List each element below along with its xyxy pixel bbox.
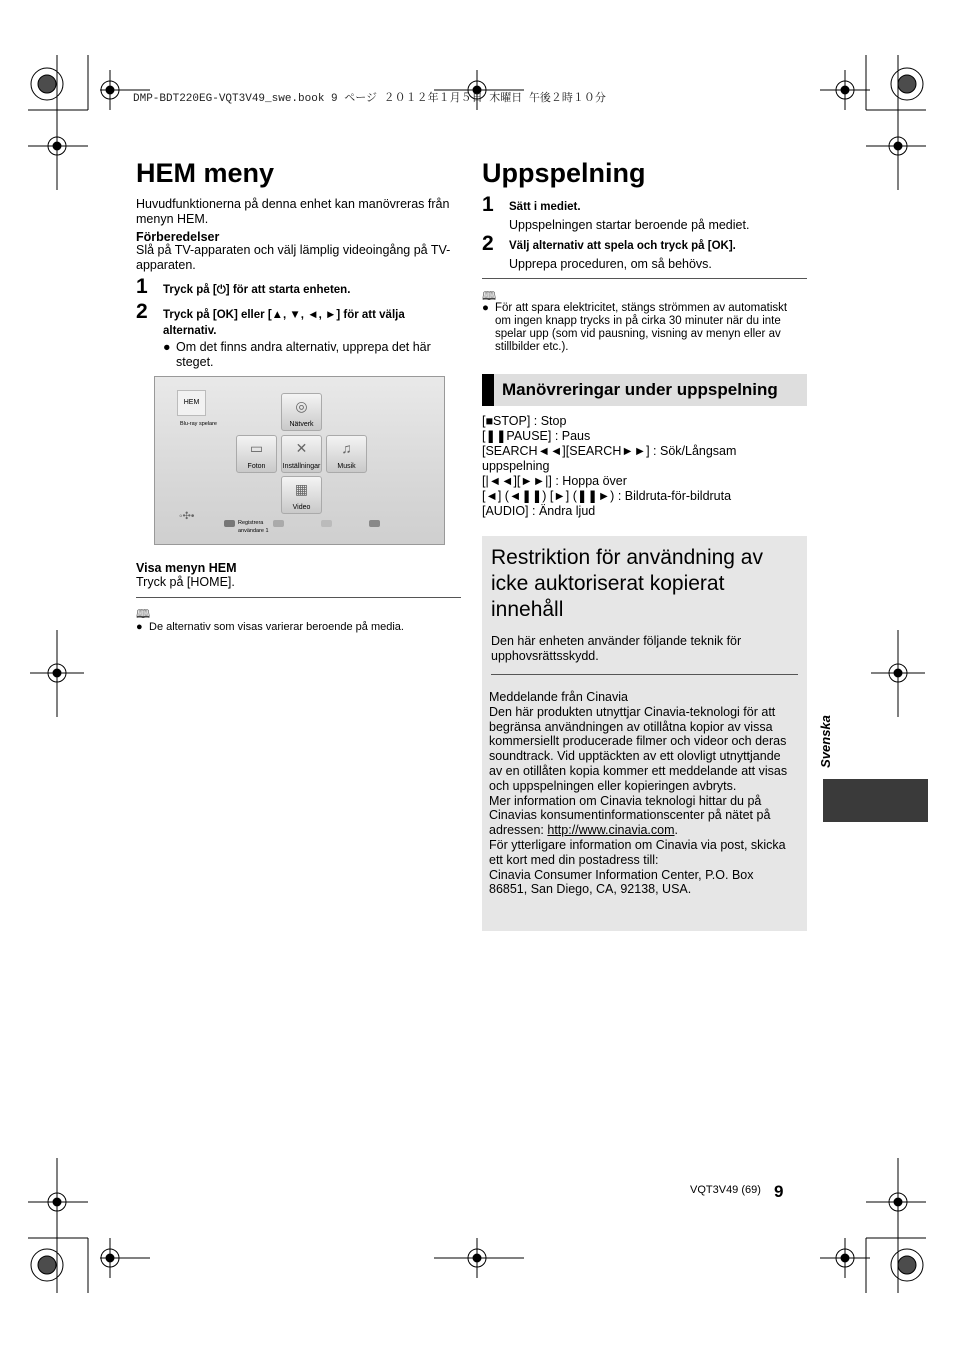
cinavia-link[interactable]: http://www.cinavia.com bbox=[547, 823, 675, 838]
menu-tile-network: ◎ Nätverk bbox=[281, 393, 322, 431]
book-header-line: DMP-BDT220EG-VQT3V49_swe.book 9 ページ ２０１２年１月５日 木曜日 午後２時１０分 bbox=[133, 93, 606, 105]
section-accent-bar bbox=[482, 374, 494, 406]
play-step1-number: 1 bbox=[482, 193, 494, 216]
menu-tile-music: ♫ Musik bbox=[326, 435, 367, 473]
hem-intro: Huvudfunktionerna på denna enhet kan manövreras från menyn HEM. bbox=[136, 197, 450, 226]
divider bbox=[482, 278, 807, 279]
cinavia-address: Cinavia Consumer Information Center, P.O. Box 86851, San Diego, CA, 92138, USA. bbox=[489, 867, 754, 897]
note-book-icon: 🕮 bbox=[136, 607, 151, 621]
hem-note: ● De alternativ som visas varierar beroende på media. bbox=[136, 621, 404, 633]
play-step1-text: Sätt i mediet. bbox=[509, 201, 581, 213]
blue-button-icon bbox=[369, 520, 380, 527]
cinavia-more-info: Mer information om Cinavia teknologi hittar du på Cinavias konsumentinformationscenter på nätet på adressen: http://www.cinavia.com. bbox=[489, 793, 771, 838]
hem-step2-text: Tryck på [OK] eller [▲, ▼, ◄, ►] för att välja alternativ. bbox=[163, 309, 405, 337]
music-note-icon: ♫ bbox=[341, 440, 352, 456]
operation-line: [|◄◄][►►|] : Hoppa över bbox=[482, 474, 627, 488]
cinavia-notice-heading: Meddelande från Cinavia bbox=[489, 690, 628, 704]
hem-step1-text: Tryck på [⏻] för att starta enheten. bbox=[163, 284, 351, 296]
hem-step1-number: 1 bbox=[136, 275, 148, 298]
operation-line: [■STOP] : Stop bbox=[482, 414, 567, 428]
language-side-label: Svenska bbox=[817, 715, 833, 768]
operations-title: Manövreringar under uppspelning bbox=[502, 380, 778, 399]
red-button-icon bbox=[224, 520, 235, 527]
prep-text: Slå på TV-apparaten och välj lämplig videoingång på TV-apparaten. bbox=[136, 243, 451, 272]
footer-code: VQT3V49 (69) bbox=[690, 1184, 761, 1196]
play-step2-sub: Upprepa proceduren, om så behövs. bbox=[509, 257, 712, 271]
restriction-panel bbox=[482, 536, 807, 931]
operation-line: [AUDIO] : Ändra ljud bbox=[482, 504, 596, 518]
film-icon: ▦ bbox=[294, 481, 309, 497]
yellow-button-icon bbox=[321, 520, 332, 527]
home-menu-player-label: Blu-ray spelare bbox=[180, 421, 217, 427]
operation-line: [SEARCH◄◄][SEARCH►►] : Sök/Långsam uppspelning bbox=[482, 444, 737, 473]
green-button-icon bbox=[273, 520, 284, 527]
dpad-icon: ◦✣• bbox=[179, 511, 195, 522]
home-menu-screenshot bbox=[154, 376, 445, 545]
note-book-icon: 🕮 bbox=[482, 289, 497, 303]
cinavia-post-info: För ytterligare information om Cinavia via post, skicka ett kort med din postadress till: bbox=[489, 837, 786, 867]
playback-title: Uppspelning bbox=[482, 158, 646, 188]
prep-label: Förberedelser bbox=[136, 230, 220, 244]
menu-tile-settings: ✕ Inställningar bbox=[281, 435, 322, 473]
hem-step2-number: 2 bbox=[136, 300, 148, 323]
menu-tile-video: ▦ Video bbox=[281, 476, 322, 514]
hem-title: HEM meny bbox=[136, 158, 275, 188]
page-number: 9 bbox=[774, 1182, 784, 1201]
home-menu-home-box: HEM bbox=[177, 390, 206, 416]
register-user-label: Registrera användare 1 bbox=[238, 520, 269, 534]
globe-icon: ◎ bbox=[295, 398, 308, 414]
photo-folder-icon: ▭ bbox=[249, 440, 264, 456]
playback-note: ● För att spara elektricitet, stängs strömmen av automatiskt om ingen knapp trycks in på cirka 30 minuter när du inte spelar upp (som vid pausning, visning av menyn eller av stillbilder etc.). bbox=[482, 302, 788, 353]
menu-tile-photos: ▭ Foton bbox=[236, 435, 277, 473]
operations-section-header bbox=[482, 374, 807, 406]
cinavia-notice-body: Den här produkten utnyttjar Cinavia-teknologi för att begränsa användningen av otillåtna kopior av vissa kommersiellt producerade filmer och videor och deras soundtrack. Vid upptäckten av ett olovligt utnyttjande av en otillåten kopia kommer ett meddelande att visas och uppspelningen eller kopieringen avbryts. bbox=[489, 704, 788, 793]
operation-line: [◄] (◄❚❚) [►] (❚❚►) : Bildruta-för-bildruta bbox=[482, 489, 732, 503]
operation-line: [❚❚PAUSE] : Paus bbox=[482, 429, 591, 443]
play-step2-number: 2 bbox=[482, 232, 494, 255]
operations-list bbox=[482, 414, 802, 519]
language-side-tab bbox=[823, 779, 928, 822]
show-menu-label: Visa menyn HEM bbox=[136, 561, 237, 575]
show-menu-text: Tryck på [HOME]. bbox=[136, 575, 235, 589]
tools-icon: ✕ bbox=[295, 440, 308, 456]
divider bbox=[491, 674, 798, 675]
play-step1-sub: Uppspelningen startar beroende på mediet. bbox=[509, 218, 750, 232]
restriction-intro: Den här enheten använder följande teknik för upphovsrättsskydd. bbox=[491, 634, 742, 663]
hem-step2-bullet: ● Om det finns andra alternativ, upprepa det här steget. bbox=[163, 340, 431, 369]
cinavia-notice bbox=[489, 690, 794, 897]
divider bbox=[136, 597, 461, 598]
restriction-title: Restriktion för användning av icke auktoriserat kopierat innehåll bbox=[491, 546, 763, 621]
play-step2-text: Välj alternativ att spela och tryck på [OK]. bbox=[509, 240, 736, 252]
